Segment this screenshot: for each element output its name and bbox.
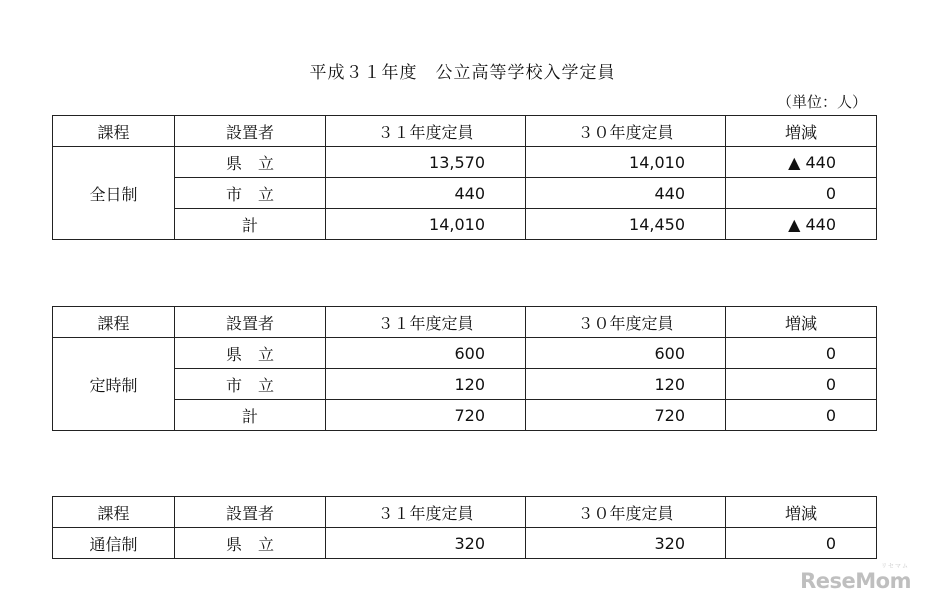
h31-cell: 600 [326,338,526,369]
document-title: 平成３１年度 公立高等学校入学定員 [309,63,616,83]
header-founder: 設置者 [175,116,326,147]
header-h30-capacity: ３０年度定員 [526,497,726,528]
founder-cell: 計 [175,400,326,431]
h30-cell: 320 [526,528,726,559]
course-cell: 定時制 [53,338,175,431]
change-cell: ▲ 440 [726,147,877,178]
header-h31-capacity: ３１年度定員 [326,497,526,528]
header-founder: 設置者 [175,307,326,338]
h31-cell: 120 [326,369,526,400]
header-row [53,497,877,528]
table-row [53,528,877,559]
founder-cell: 県 立 [175,147,326,178]
change-cell: 0 [726,178,877,209]
header-change: 増減 [726,497,877,528]
h31-cell: 14,010 [326,209,526,240]
h30-cell: 720 [526,400,726,431]
header-course: 課程 [53,497,175,528]
founder-cell: 市 立 [175,369,326,400]
table-row [53,338,877,369]
course-cell: 通信制 [53,528,175,559]
h31-cell: 440 [326,178,526,209]
header-row [53,116,877,147]
h30-cell: 440 [526,178,726,209]
change-cell: 0 [726,338,877,369]
unit-label: （単位：人） [776,93,867,111]
header-h30-capacity: ３０年度定員 [526,307,726,338]
course-cell: 全日制 [53,147,175,240]
table-row [53,369,877,400]
table-row-total [53,400,877,431]
h30-cell: 120 [526,369,726,400]
table-row [53,147,877,178]
header-h30-capacity: ３０年度定員 [526,116,726,147]
h30-cell: 600 [526,338,726,369]
change-cell: 0 [726,369,877,400]
founder-cell: 県 立 [175,528,326,559]
change-cell: 0 [726,400,877,431]
table-row [53,178,877,209]
header-change: 増減 [726,307,877,338]
change-cell: ▲ 440 [726,209,877,240]
founder-cell: 計 [175,209,326,240]
change-cell: 0 [726,528,877,559]
table-correspondence [52,496,877,559]
h30-cell: 14,010 [526,147,726,178]
founder-cell: 市 立 [175,178,326,209]
header-row [53,307,877,338]
logo-text: ReseMom [800,569,911,593]
h31-cell: 13,570 [326,147,526,178]
logo-subtext: リセマム [881,563,909,570]
h31-cell: 720 [326,400,526,431]
header-founder: 設置者 [175,497,326,528]
header-change: 増減 [726,116,877,147]
founder-cell: 県 立 [175,338,326,369]
h31-cell: 320 [326,528,526,559]
table-part-time [52,306,877,431]
header-h31-capacity: ３１年度定員 [326,307,526,338]
header-h31-capacity: ３１年度定員 [326,116,526,147]
header-course: 課程 [53,307,175,338]
table-full-time [52,115,877,240]
resemom-logo [800,563,911,593]
table-row-total [53,209,877,240]
header-course: 課程 [53,116,175,147]
h30-cell: 14,450 [526,209,726,240]
